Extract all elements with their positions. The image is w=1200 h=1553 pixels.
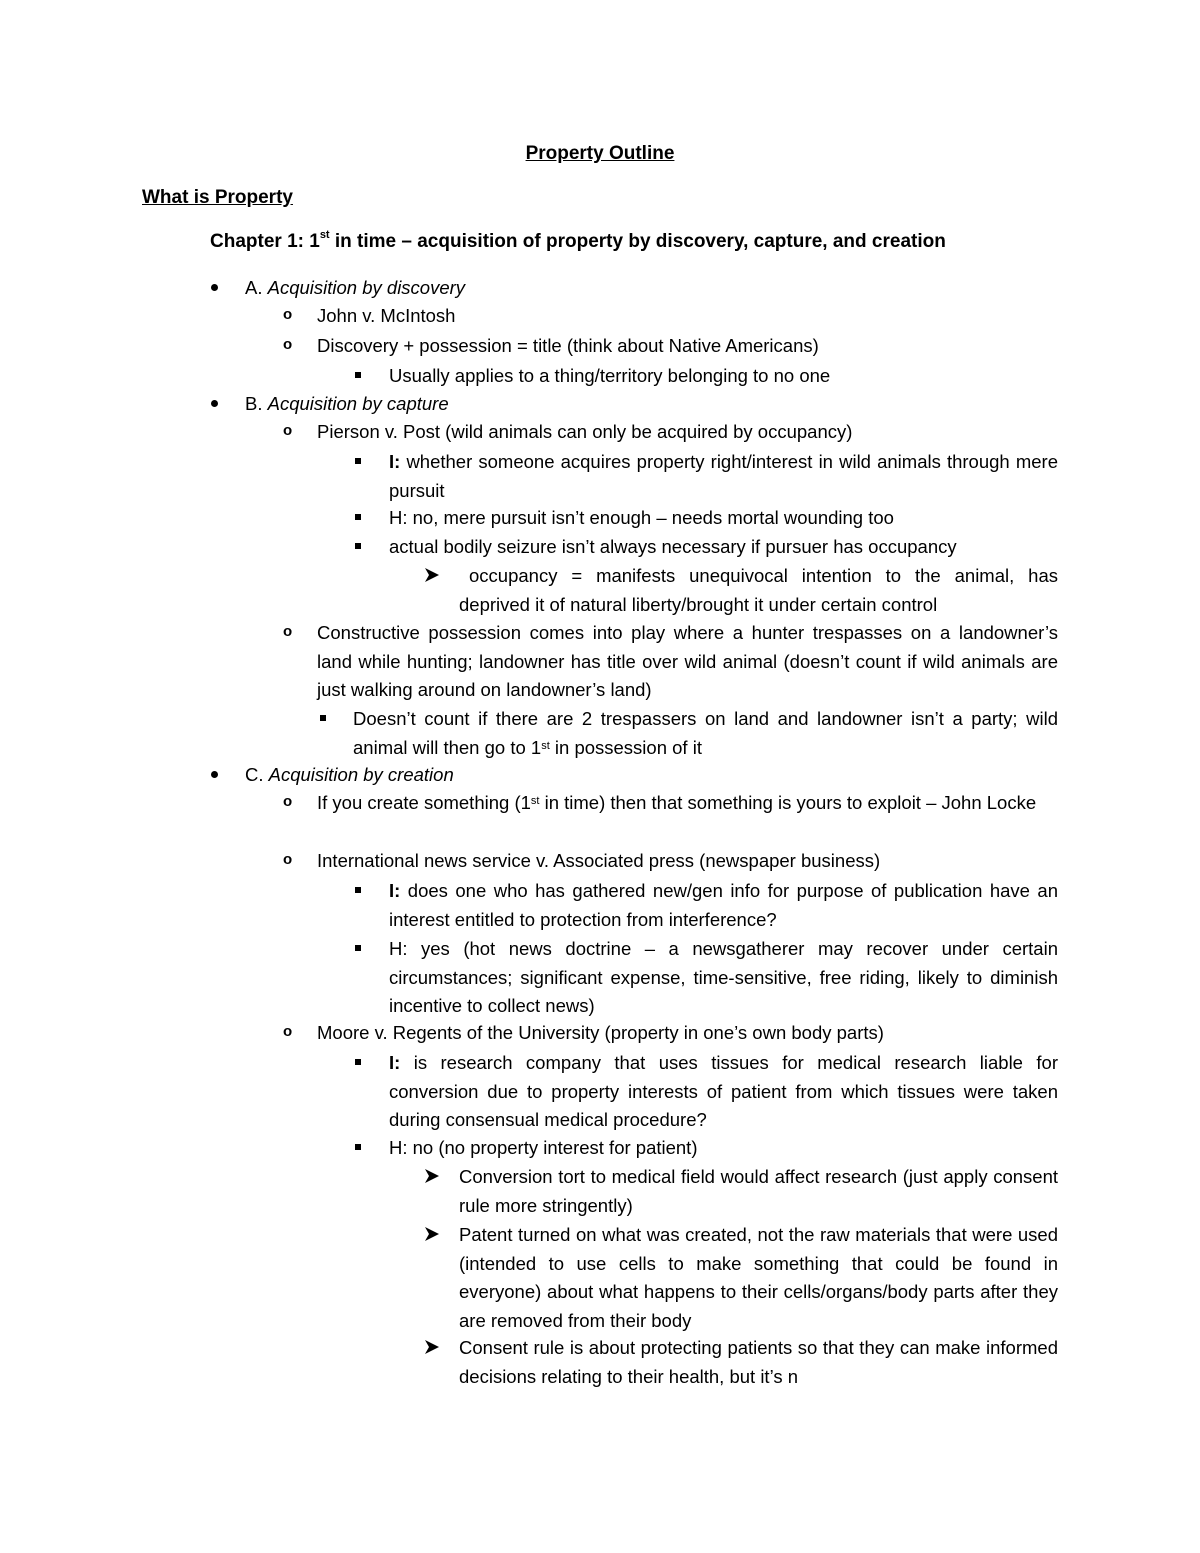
list-item-level1: A. Acquisition by discovery [245,277,466,298]
list-item-level4: Consent rule is about protecting patients so that they can make informed decisions relating to their health, but it’s n [459,1337,1058,1387]
list-item-level1: B. Acquisition by capture [245,393,449,414]
list-item-level3: Usually applies to a thing/territory belonging to no one [389,365,831,386]
bullet-circle-icon: o [283,306,293,323]
list-item-level2: Pierson v. Post (wild animals can only be acquired by occupancy) [317,421,853,442]
bullet-square-icon [355,514,361,520]
list-item-level2: John v. McIntosh [317,305,456,326]
document-title: Property Outline [525,143,675,164]
chapter-heading: Chapter 1: 1st in time – acquisition of property by discovery, capture, and creation [210,229,946,252]
list-item-level3: H: no, mere pursuit isn’t enough – needs mortal wounding too [389,507,894,528]
bullet-square-icon [355,945,361,951]
bullet-disc-icon [211,771,218,778]
list-item-level3: Doesn’t count if there are 2 trespassers on land and landowner isn’t a party; wild animal will then go to 1st in possession of it [353,708,1058,758]
list-item-level2: If you create something (1st in time) then that something is yours to exploit – John Locke [317,792,1037,813]
bullet-square-icon [320,715,326,721]
list-item-level1: C. Acquisition by creation [245,764,454,785]
list-item-level2: International news service v. Associated press (newspaper business) [317,850,881,871]
bullet-arrow-icon [424,1168,440,1184]
bullet-circle-icon: o [283,422,293,439]
bullet-square-icon [355,1059,361,1065]
bullet-square-icon [355,887,361,893]
section-heading: What is Property [142,187,293,208]
bullet-circle-icon: o [283,851,293,868]
list-item-level4: Conversion tort to medical field would affect research (just apply consent rule more stringently) [459,1166,1058,1216]
list-item-level2: Discovery + possession = title (think about Native Americans) [317,335,819,356]
bullet-square-icon [355,543,361,549]
bullet-disc-icon [211,400,218,407]
list-item-level3: H: yes (hot news doctrine – a newsgatherer may recover under certain circumstances; significant expense, time-sensitive, free riding, likely to diminish incentive to collect news) [389,938,1058,1016]
bullet-circle-icon: o [283,793,293,810]
bullet-square-icon [355,458,361,464]
list-item-level2: Constructive possession comes into play where a hunter trespasses on a landowner’s land while hunting; landowner has title over wild animal (doesn’t count if wild animals are just walking around on landowner’s land) [317,622,1058,700]
bullet-disc-icon [211,284,218,291]
bullet-circle-icon: o [283,336,293,353]
list-item-level3: actual bodily seizure isn’t always necessary if pursuer has occupancy [389,536,957,557]
bullet-circle-icon: o [283,1023,293,1040]
list-item-level3: I: does one who has gathered new/gen info for purpose of publication have an interest entitled to protection from interference? [389,880,1058,930]
list-item-level3: I: is research company that uses tissues for medical research liable for conversion due to property interests of patient from which tissues were taken during consensual medical procedure? [389,1052,1058,1130]
bullet-square-icon [355,1144,361,1150]
bullet-arrow-icon [424,1339,440,1355]
list-item-level4: occupancy = manifests unequivocal intention to the animal, has deprived it of natural liberty/brought it under certain control [459,565,1058,615]
list-item-level2: Moore v. Regents of the University (property in one’s own body parts) [317,1022,884,1043]
bullet-square-icon [355,372,361,378]
list-item-level4: Patent turned on what was created, not the raw materials that were used (intended to use cells to make something that could be found in everyone) about what happens to their cells/organs/body parts after they are removed from their body [459,1224,1058,1331]
bullet-arrow-icon [424,1226,440,1242]
bullet-circle-icon: o [283,623,293,640]
list-item-level3: H: no (no property interest for patient) [389,1137,698,1158]
list-item-level3: I: whether someone acquires property right/interest in wild animals through mere pursuit [389,451,1058,501]
bullet-arrow-icon [424,567,440,583]
